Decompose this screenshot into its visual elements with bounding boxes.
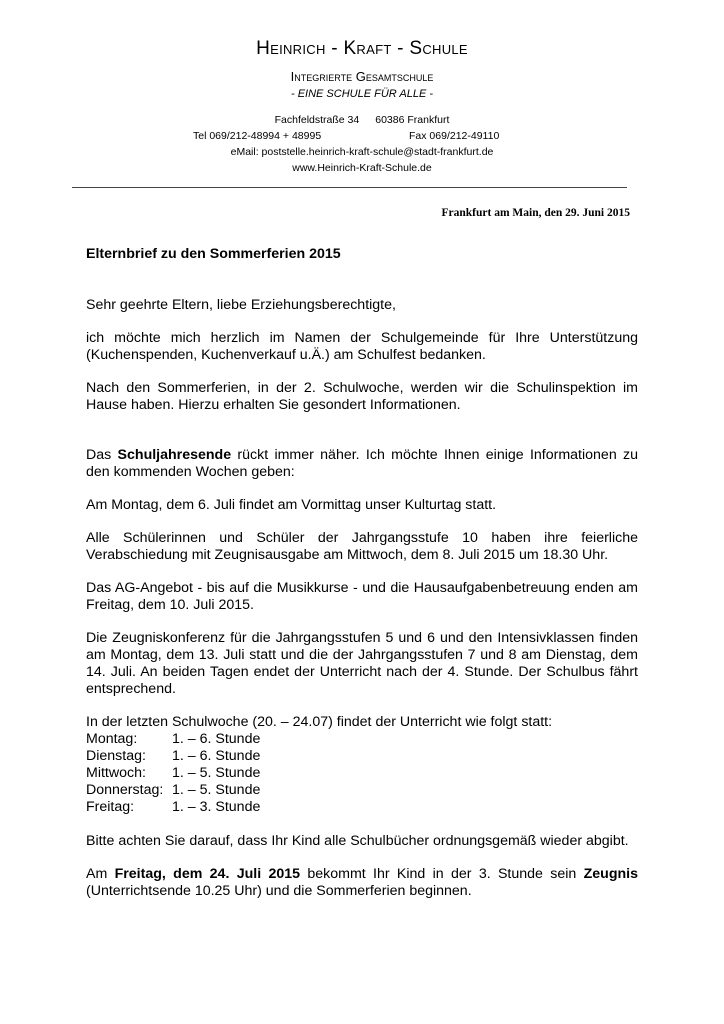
schedule-table (86, 731, 638, 816)
paragraph-ag-offer: Das AG-Angebot - bis auf die Musikkurse - und die Hausaufgabenbetreuung enden am Freitag, dem 10. Juli 2015. (86, 580, 638, 613)
date-line: Frankfurt am Main, den 29. Juni 2015 (441, 207, 630, 219)
header-divider (72, 187, 627, 188)
paragraph-conference: Die Zeugniskonferenz für die Jahrgangsstufen 5 und 6 und den Intensivklassen finden am Montag, dem 13. Juli statt und die der Jahrgangsstufen 7 und 8 am Dienstag, dem 14. Juli. An beiden Tagen endet der Unterricht nach der 4. Stunde. Der Schulbus fährt entsprechend. (86, 630, 638, 697)
emphasis-year-end: Schuljahresende (117, 447, 232, 463)
school-name: Heinrich - Kraft - Schule (256, 38, 468, 59)
schedule-day: Donnerstag: (86, 782, 164, 798)
text-fragment: Am (86, 866, 115, 882)
schedule-day: Mittwoch: (86, 765, 146, 781)
paragraph-books: Bitte achten Sie darauf, dass Ihr Kind alle Schulbücher ordnungsgemäß wieder abgibt. (86, 833, 629, 849)
emphasis-date: Freitag, dem 24. Juli 2015 (114, 866, 301, 882)
schedule-hours: 1. – 5. Stunde (172, 782, 261, 798)
text-fragment: Das (86, 447, 118, 463)
text-fragment: rückt immer näher. Ich möchte Ihnen einige Informationen zu den kommenden Wochen geben: (86, 447, 639, 480)
fax-number: Fax 069/212-49110 (409, 130, 500, 142)
schedule-day: Freitag: (86, 799, 135, 815)
schedule-row (86, 748, 638, 765)
email-address: eMail: poststelle.heinrich-kraft-schule@stadt-frankfurt.de (230, 146, 494, 158)
paragraph-report-card (86, 866, 638, 900)
schedule-row (86, 799, 638, 816)
text-fragment: (Unterrichtsende 10.25 Uhr) und die Sommerferien beginnen. (86, 883, 472, 899)
address-line (0, 112, 724, 128)
letterhead (0, 36, 724, 176)
schedule-hours: 1. – 6. Stunde (172, 731, 261, 747)
paragraph-culture-day: Am Montag, dem 6. Juli findet am Vormittag unser Kulturtag statt. (86, 497, 497, 513)
schedule-hours: 1. – 3. Stunde (172, 799, 261, 815)
phone-row (0, 128, 724, 144)
text-fragment: bekommt Ihr Kind in der 3. Stunde sein (300, 866, 584, 882)
schedule-hours: 1. – 5. Stunde (172, 765, 261, 781)
city-address: 60386 Frankfurt (375, 114, 450, 126)
schedule-day: Dienstag: (86, 748, 146, 764)
paragraph-inspection: Nach den Sommerferien, in der 2. Schulwoche, werden wir die Schulinspektion im Hause haben. Hierzu erhalten Sie gesondert Informationen. (86, 380, 638, 413)
letter-body (86, 246, 638, 916)
paragraph-thanks: ich möchte mich herzlich im Namen der Schulgemeinde für Ihre Unterstützung (Kuchenspenden, Kuchenverkauf u.Ä.) am Schulfest bedanken. (86, 330, 638, 363)
website-address: www.Heinrich-Kraft-Schule.de (292, 162, 432, 174)
salutation: Sehr geehrte Eltern, liebe Erziehungsberechtigte, (86, 297, 396, 313)
telephone-number: Tel 069/212-48994 + 48995 (193, 130, 322, 142)
paragraph-year-end (86, 447, 638, 481)
schedule-day: Montag: (86, 731, 138, 747)
emphasis-report-card: Zeugnis (583, 866, 638, 882)
street-address: Fachfeldstraße 34 (274, 114, 360, 126)
school-motto: - EINE SCHULE FÜR ALLE - (290, 88, 433, 100)
schedule-hours: 1. – 6. Stunde (172, 748, 261, 764)
letter-subject: Elternbrief zu den Sommerferien 2015 (86, 246, 341, 262)
school-type: Integrierte Gesamtschule (290, 69, 434, 84)
schedule-row (86, 765, 638, 782)
paragraph-grade10: Alle Schülerinnen und Schüler der Jahrgangsstufe 10 haben ihre feierliche Verabschiedung mit Zeugnisausgabe am Mittwoch, dem 8. Juli 2015 um 18.30 Uhr. (86, 530, 638, 563)
schedule-row (86, 782, 638, 799)
schedule-intro: In der letzten Schulwoche (20. – 24.07) findet der Unterricht wie folgt statt: (86, 714, 553, 730)
schedule-row (86, 731, 638, 748)
